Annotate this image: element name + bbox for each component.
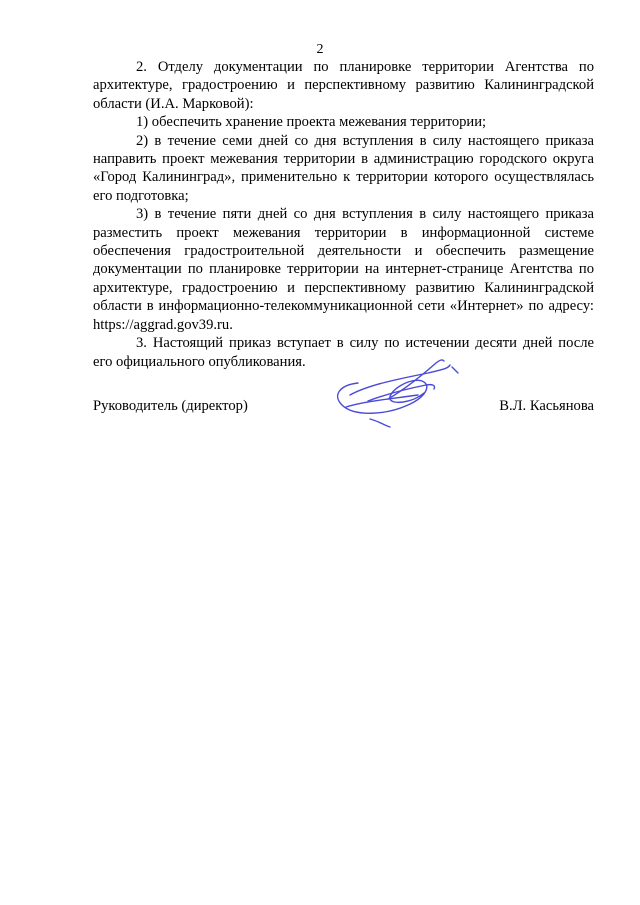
paragraph-subitem-2: 2) в течение семи дней со дня вступления в силу настоящего приказа направить проект межевания территории в администрацию городского округа «Город Калининград», применительно к территории которого осуществлялась его подготовка; xyxy=(93,132,594,204)
signer-title: Руководитель (директор) xyxy=(93,398,248,414)
paragraph-subitem-1: 1) обеспечить хранение проекта межевания территории; xyxy=(136,114,487,131)
paragraph-item-3: 3. Настоящий приказ вступает в силу по истечении десяти дней после его официального опубликования. xyxy=(93,335,594,370)
paragraph-item-2: 2. Отделу документации по планировке территории Агентства по архитектуре, градостроению и перспективному развитию Калининградской области (И.А. Марковой): xyxy=(93,59,594,112)
signature-block xyxy=(93,397,594,417)
page-number: 2 xyxy=(316,42,324,57)
signer-name: В.Л. Касьянова xyxy=(499,398,594,414)
handwritten-signature xyxy=(328,355,468,430)
document-body xyxy=(93,58,594,371)
paragraph-subitem-3: 3) в течение пяти дней со дня вступления в силу настоящего приказа разместить проект межевания территории в информационной системе обеспечения градостроительной деятельности и обеспечить размещение документации по планировке территории на интернет-странице Агентства по архитектуре, градостроению и перспективному развитию Калининградской области в информационно-телекоммуникационной сети «Интернет» по адресу: https://aggrad.gov39.ru. xyxy=(93,206,594,333)
